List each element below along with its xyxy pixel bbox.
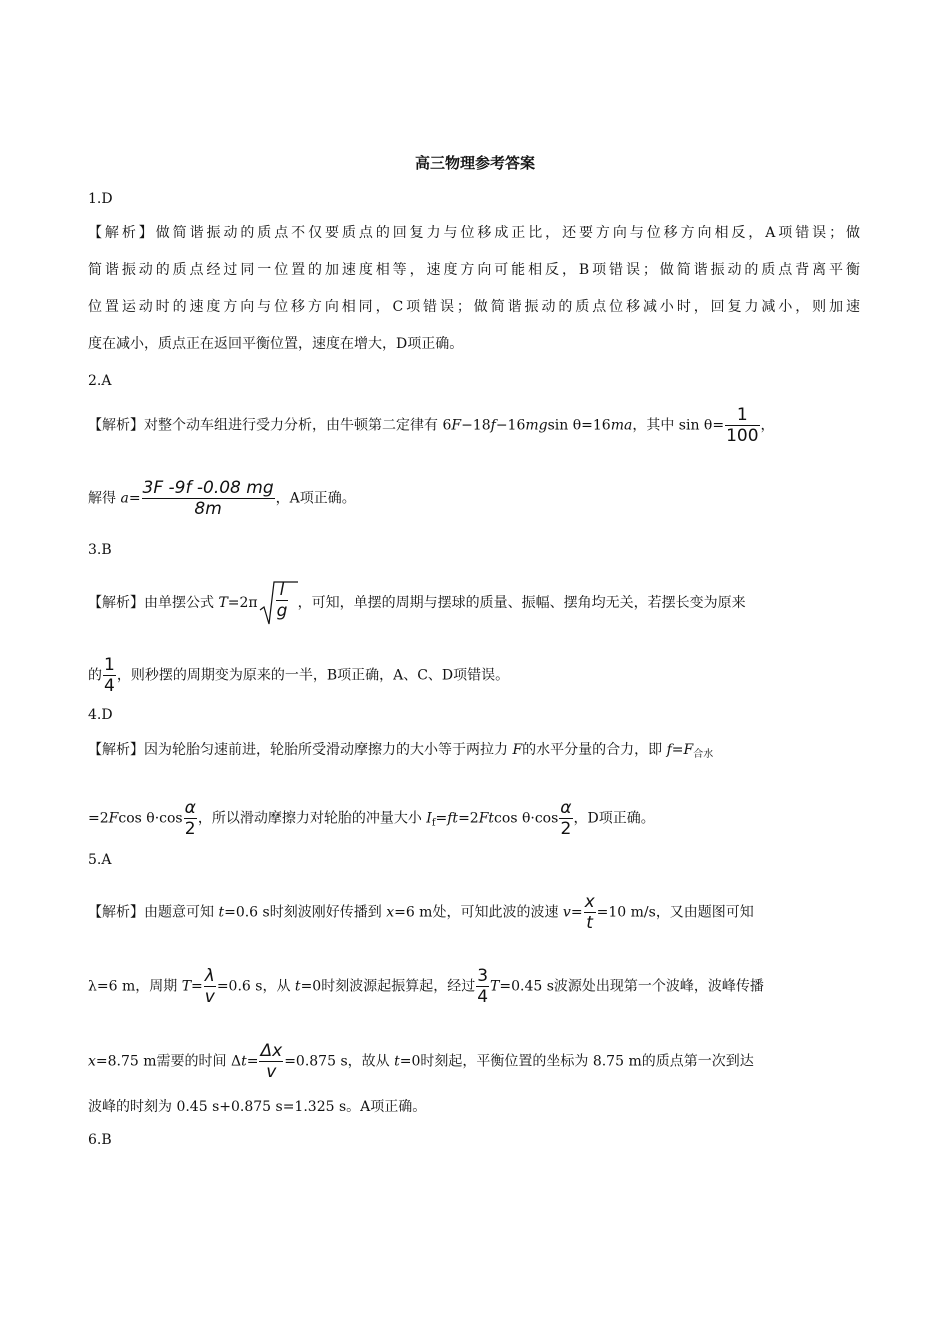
fraction-1-over-4: $\frac{1}{4}$ [104, 655, 115, 696]
fraction-alpha-over-2: $\frac{\alpha}{2}$ [184, 798, 196, 839]
answer-4-number: 4.D [88, 707, 113, 723]
answer-4-line-1: 【解析】因为轮胎匀速前进，轮胎所受滑动摩擦力的大小等于两拉力 F的水平分量的合力，即 $f=F_{合水}$ [88, 742, 714, 760]
fraction-1-over-100: $\frac{1}{100}$ [726, 405, 759, 446]
answer-2-line-1: 【解析】对整个动车组进行受力分析，由牛顿第二定律有 6F−18f−16mgsin θ=16ma，其中 sin θ= $\frac{1}{100}$ ， [88, 405, 775, 446]
answer-1-line-2: 简谐振动的质点经过同一位置的加速度相等，速度方向可能相反，B项错误；做简谐振动的质点背离平衡 [88, 262, 860, 278]
answer-1-line-3: 位置运动时的速度方向与位移方向相同，C项错误；做简谐振动的质点位移减小时，回复力减小，则加速 [88, 299, 860, 315]
fraction-alpha-over-2-b: $\frac{\alpha}{2}$ [560, 798, 572, 839]
answer-2-number: 2.A [88, 373, 112, 389]
page-title: 高三物理参考答案 [414, 154, 535, 172]
answer-3-line-1: 【解析】由单摆公式 T=2π $\frac{l}{g}$ ，可知，单摆的周期与摆球的质量、振幅、摆角均无关，若摆长变为原来 [88, 580, 746, 626]
answer-5-line-3: x=8.75 m需要的时间 Δt= $\frac{\Delta x}{v}$ =0.875 s，故从 t=0时刻起，平衡位置的坐标为 8.75 m的质点第一次到达 [88, 1041, 754, 1082]
answer-5-line-2: λ=6 m，周期 T= $\frac{\lambda}{v}$ =0.6 s，从 t=0时刻波源起振算起，经过 $\frac{3}{4}$ T=0.45 s波源处出现第一个波峰，波峰传播 [88, 966, 764, 1007]
fraction-acceleration: $\frac{3F -9f -0.08 mg}{8m}$ [142, 478, 274, 519]
fraction-l-over-g: $\frac{l}{g}$ [276, 580, 288, 621]
answer-1-number: 1.D [88, 191, 113, 207]
fraction-dx-over-v: $\frac{\Delta x}{v}$ [260, 1041, 283, 1082]
answer-3-number: 3.B [88, 542, 112, 558]
answer-5-line-1: 【解析】由题意可知 t=0.6 s时刻波刚好传播到 x=6 m处，可知此波的波速 v= $\frac{x}{t}$ =10 m/s，又由题图可知 [88, 892, 754, 933]
fraction-x-over-t: $\frac{x}{t}$ [584, 892, 595, 933]
answer-5-number: 5.A [88, 852, 112, 868]
answer-2-line-2: 解得 a= $\frac{3F -9f -0.08 mg}{8m}$ ，A项正确。 [88, 478, 356, 519]
answer-3-line-2: 的 $\frac{1}{4}$ ，则秒摆的周期变为原来的一半，B项正确，A、C、D项错误。 [88, 655, 510, 696]
answer-1-line-4: 度在减小，质点正在返回平衡位置，速度在增大，D项正确。 [88, 336, 464, 352]
fraction-lambda-over-v: $\frac{\lambda}{v}$ [204, 966, 215, 1007]
square-root-symbol [258, 580, 298, 626]
answer-1-line-1: 【解析】做简谐振动的质点不仅要质点的回复力与位移成正比，还要方向与位移方向相反，A项错误；做 [88, 225, 860, 241]
fraction-3-over-4: $\frac{3}{4}$ [477, 966, 489, 1007]
answer-6-number: 6.B [88, 1132, 112, 1148]
answer-5-line-4: 波峰的时刻为 0.45 s+0.875 s=1.325 s。A项正确。 [88, 1099, 427, 1115]
answer-4-line-2: =2Fcos θ·cos $\frac{\alpha}{2}$ ，所以滑动摩擦力对轮胎的冲量大小 $I_f=ft=2Ftcos$ θ·cos $\frac{\alpha}{2}$ ，D项正确。 [88, 798, 655, 839]
